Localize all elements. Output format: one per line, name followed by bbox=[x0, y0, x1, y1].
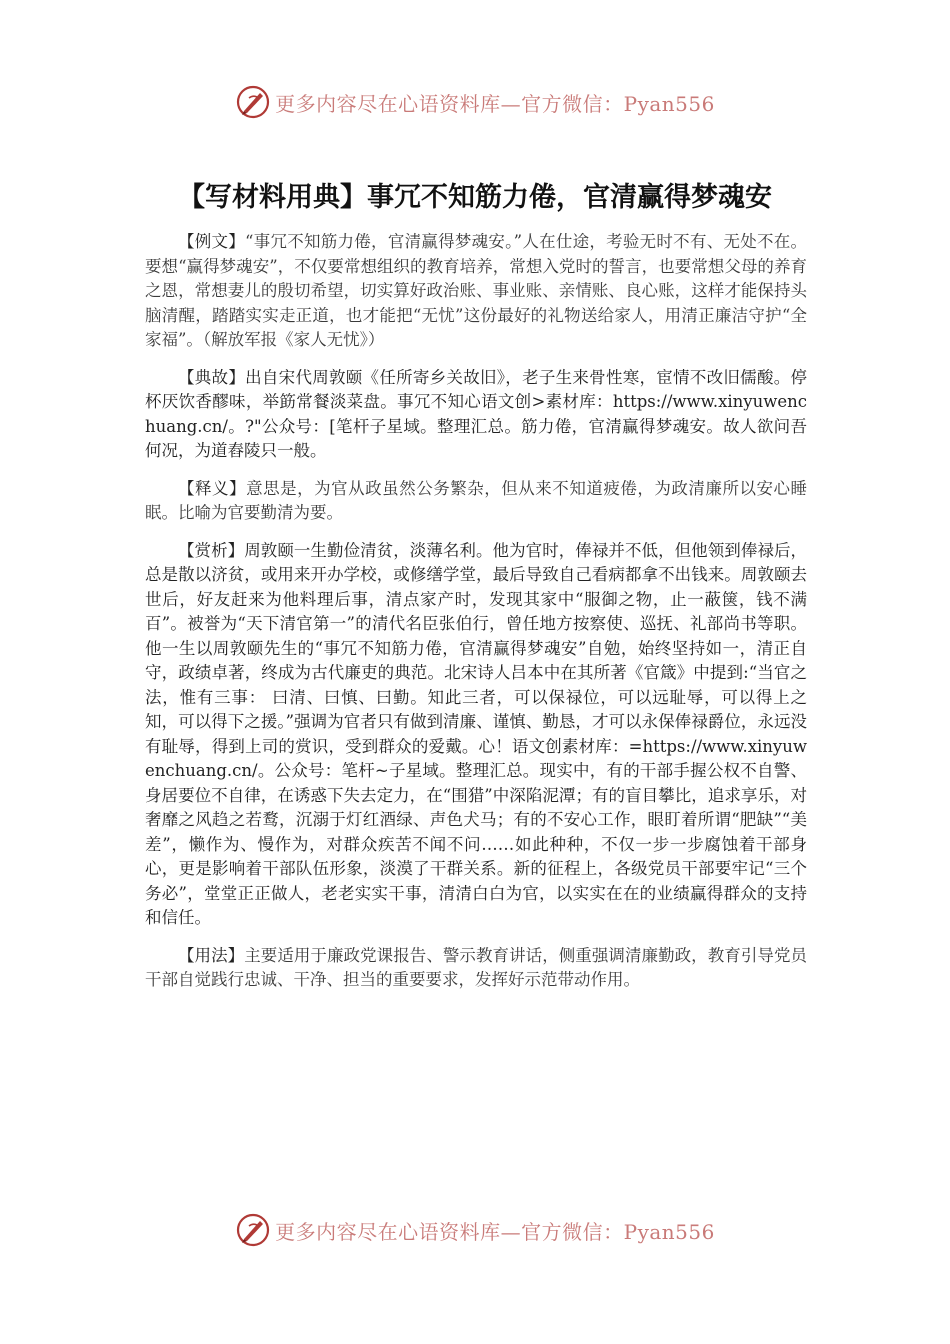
section-allusion bbox=[145, 366, 807, 464]
pen-logo-icon bbox=[235, 84, 271, 120]
pen-logo-icon bbox=[235, 1212, 271, 1248]
section-tag: 【赏析】 bbox=[178, 540, 245, 560]
section-example bbox=[145, 230, 807, 353]
section-usage bbox=[145, 944, 807, 993]
header-banner bbox=[0, 82, 950, 122]
page-title: 【写材料用典】事冗不知筋力倦，官清赢得梦魂安 bbox=[178, 182, 772, 213]
section-tag: 【典故】 bbox=[178, 367, 246, 387]
article-body bbox=[145, 230, 807, 1006]
footer-banner-text: 更多内容尽在心语资料库—官方微信：Pyan556 bbox=[275, 1219, 715, 1244]
section-text: 周敦颐一生勤俭清贫，淡薄名利。他为官时，俸禄并不低，但他领到俸禄后，总是散以济贫，或用来开办学校，或修缮学堂，最后导致自己看病都拿不出钱来。周敦颐去世后，好友赶来为他料理后事，清点家产时，发现其家中“服御之物，止一蔽箧，钱不满百”。被誉为“天下清官第一”的清代名臣张伯行，曾任地方按察使、巡抚、礼部尚书等职。他一生以周敦颐先生的“事冗不知筋力倦，官清赢得梦魂安”自勉，始终坚持如一，清正自守，政绩卓著，终成为古代廉吏的典范。北宋诗人吕本中在其所著《官箴》中提到:“当官之法，惟有三事： 曰清、曰慎、曰勤。知此三者，可以保禄位，可以远耻辱，可以得上之知，可以得下之援。”强调为官者只有做到清廉、谨慎、勤恳，才可以永保俸禄爵位，永远没有耻辱，得到上司的赏识，受到群众的爱戴。心！语文创素材库：=https://www.xinyuwenchuang.cn/。公众号：笔杆~子星域。整理汇总。现实中，有的干部手握公权不自警、身居要位不自律，在诱惑下失去定力，在“围猎”中深陷泥潭；有的盲目攀比，追求享乐，对奢靡之风趋之若鹜，沉溺于灯红酒绿、声色犬马；有的不安心工作，眼盯着所谓“肥缺”“美差”，懒作为、慢作为，对群众疾苦不闻不问……如此种种，不仅一步一步腐蚀着干部身心，更是影响着干部队伍形象，淡漠了干群关系。新的征程上，各级党员干部要牢记“三个务必”，堂堂正正做人，老老实实干事，清清白白为官，以实实在在的业绩赢得群众的支持和信任。 bbox=[145, 540, 808, 927]
section-tag: 【释义】 bbox=[178, 478, 247, 498]
section-tag: 【例文】 bbox=[178, 232, 246, 251]
section-tag: 【用法】 bbox=[178, 945, 245, 965]
section-text: “事冗不知筋力倦，官清赢得梦魂安。”人在仕途，考验无时不有、无处不在。要想“赢得梦魂安”，不仅要常想组织的教育培养，常想入党时的誓言，也要常想父母的养育之恩，常想妻儿的殷切希望，切实算好政治账、事业账、亲情账、良心账，这样才能保持头脑清醒，踏踏实实走正道，也才能把“无忧”这份最好的礼物送给家人，用清正廉洁守护“全家福”。（解放军报《家人无忧》） bbox=[145, 232, 808, 349]
footer-banner bbox=[0, 1210, 950, 1250]
section-meaning bbox=[145, 477, 807, 526]
section-text: 意思是，为官从政虽然公务繁杂，但从来不知道疲倦，为政清廉所以安心睡眠。比喻为官要勤清为要。 bbox=[145, 478, 808, 522]
section-text: 出自宋代周敦颐《任所寄乡关故旧》，老子生来骨性寒，宦情不改旧儒酸。停杯厌饮香醪味，举筯常餐淡菜盘。事冗不知心语文创>素材库：https://www.xinyuwenchuang.cn/。?"公众号：[笔杆子星域。整理汇总。筋力倦，官清赢得梦魂安。故人欲问吾何况，为道舂陵只一般。 bbox=[145, 367, 808, 460]
section-text: 主要适用于廉政党课报告、警示教育讲话，侧重强调清廉勤政，教育引导党员干部自觉践行忠诚、干净、担当的重要要求，发挥好示范带动作用。 bbox=[145, 945, 808, 989]
header-banner-text: 更多内容尽在心语资料库—官方微信：Pyan556 bbox=[275, 91, 715, 116]
section-appreciation bbox=[145, 539, 807, 931]
